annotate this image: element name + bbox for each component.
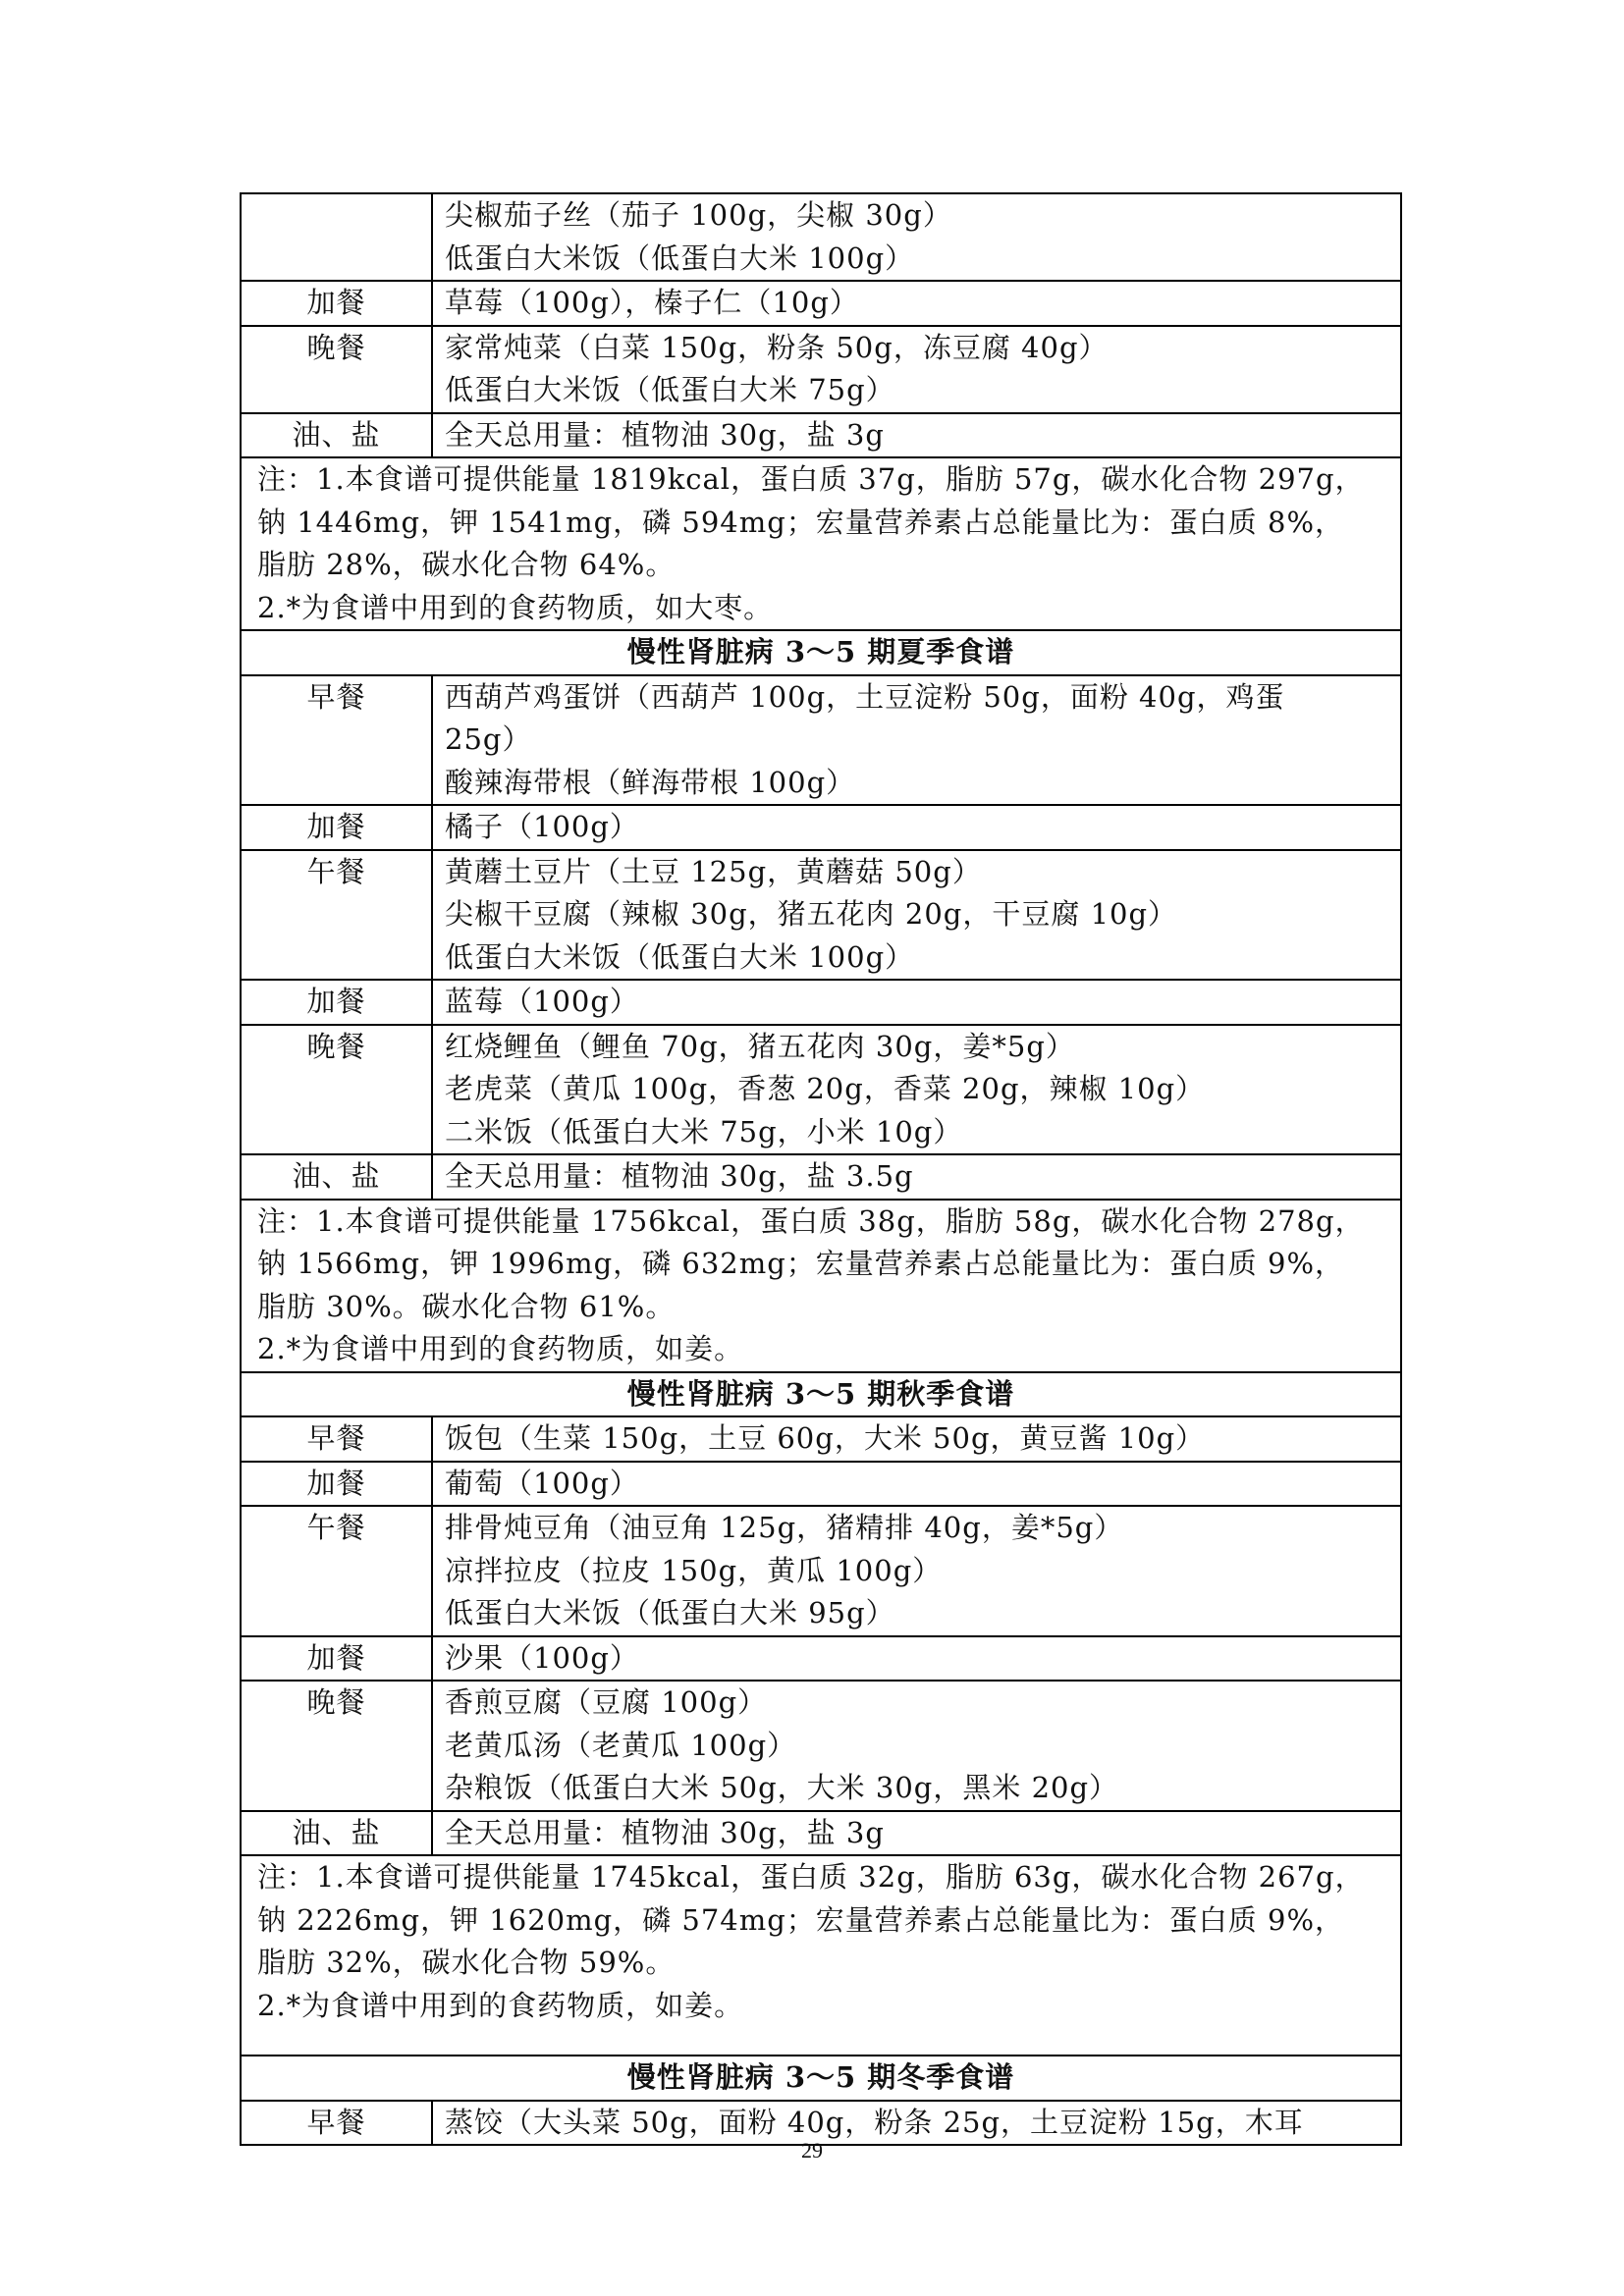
meal-label: 早餐 — [241, 675, 432, 806]
dish-line: 蓝莓（100g） — [445, 985, 639, 1018]
meal-label: 午餐 — [241, 850, 432, 981]
meal-row — [241, 675, 1401, 806]
note-line: 钠 1446mg，钾 1541mg，磷 594mg；宏量营养素占总能量比为：蛋白质 8%， — [257, 505, 1345, 539]
dish-line: 沙果（100g） — [445, 1640, 639, 1675]
dish-line: 低蛋白大米饭（低蛋白大米 100g） — [445, 939, 915, 974]
note-row — [241, 1200, 1401, 1372]
nutrition-note — [241, 1200, 1401, 1372]
meal-row — [241, 980, 1401, 1025]
meal-row — [241, 1681, 1401, 1811]
section-title: 慢性肾脏病 3～5 期冬季食谱 — [241, 2056, 1401, 2101]
dish-line: 红烧鲤鱼（鲤鱼 70g，猪五花肉 30g，姜*5g） — [445, 1029, 1075, 1063]
dish-line: 尖椒干豆腐（辣椒 30g，猪五花肉 20g，干豆腐 10g） — [445, 897, 1178, 931]
meal-content — [432, 805, 1401, 850]
note-line: 脂肪 28%，碳水化合物 64%。 — [257, 548, 676, 581]
dish-line: 老黄瓜汤（老黄瓜 100g） — [445, 1728, 797, 1762]
meal-row — [241, 805, 1401, 850]
dish-line: 老虎菜（黄瓜 100g，香葱 20g，香菜 20g，辣椒 10g） — [445, 1072, 1206, 1105]
meal-content — [432, 1811, 1401, 1856]
meal-row — [241, 1154, 1401, 1200]
meal-row — [241, 413, 1401, 458]
dish-line: 低蛋白大米饭（低蛋白大米 100g） — [445, 240, 915, 275]
meal-label — [241, 193, 432, 281]
meal-content — [432, 1025, 1401, 1155]
meal-row — [241, 193, 1401, 281]
meal-label: 早餐 — [241, 2101, 432, 2146]
note-line: 脂肪 30%。碳水化合物 61%。 — [257, 1289, 676, 1323]
meal-content — [432, 1416, 1401, 1462]
dish-line: 饭包（生菜 150g，土豆 60g，大米 50g，黄豆酱 10g） — [445, 1421, 1206, 1455]
meal-row — [241, 1811, 1401, 1856]
recipe-table — [240, 192, 1402, 2146]
meal-label: 油、盐 — [241, 1154, 432, 1200]
meal-content — [432, 1636, 1401, 1682]
section-title-row — [241, 630, 1401, 675]
dish-line: 家常炖菜（白菜 150g，粉条 50g，冻豆腐 40g） — [445, 330, 1109, 364]
meal-content — [432, 413, 1401, 458]
note-line: 钠 2226mg，钾 1620mg，磷 574mg；宏量营养素占总能量比为：蛋白质 9%， — [257, 1902, 1345, 1937]
dish-line: 橘子（100g） — [445, 810, 639, 843]
dish-line: 香煎豆腐（豆腐 100g） — [445, 1685, 768, 1719]
dish-line: 凉拌拉皮（拉皮 150g，黄瓜 100g） — [445, 1553, 943, 1587]
meal-row — [241, 1025, 1401, 1155]
nutrition-note — [241, 1855, 1401, 2056]
note-line: 2.*为食谱中用到的食药物质，如姜。 — [257, 1332, 744, 1365]
dish-line: 葡萄（100g） — [445, 1466, 639, 1500]
meal-label: 加餐 — [241, 1636, 432, 1682]
dish-line: 西葫芦鸡蛋饼（西葫芦 100g，土豆淀粉 50g，面粉 40g，鸡蛋 — [445, 679, 1285, 714]
meal-row — [241, 281, 1401, 326]
meal-label: 加餐 — [241, 1462, 432, 1507]
dish-line: 杂粮饭（低蛋白大米 50g，大米 30g，黑米 20g） — [445, 1771, 1119, 1804]
dish-line: 草莓（100g），榛子仁（10g） — [445, 286, 859, 319]
meal-label: 晚餐 — [241, 326, 432, 413]
meal-content — [432, 281, 1401, 326]
page-number: 29 — [801, 2138, 823, 2163]
meal-label: 晚餐 — [241, 1025, 432, 1155]
meal-label: 加餐 — [241, 980, 432, 1025]
dish-line: 二米饭（低蛋白大米 75g，小米 10g） — [445, 1114, 963, 1148]
note-line: 注：1.本食谱可提供能量 1745kcal，蛋白质 32g，脂肪 63g，碳水化合物 267g， — [257, 1860, 1365, 1894]
dish-line: 全天总用量：植物油 30g，盐 3.5g — [445, 1159, 914, 1193]
note-line: 2.*为食谱中用到的食药物质，如大枣。 — [257, 590, 774, 624]
dish-line: 蒸饺（大头菜 50g，面粉 40g，粉条 25g，土豆淀粉 15g，木耳 — [445, 2105, 1304, 2139]
section-title: 慢性肾脏病 3～5 期夏季食谱 — [241, 630, 1401, 675]
meal-label: 午餐 — [241, 1506, 432, 1636]
meal-label: 加餐 — [241, 281, 432, 326]
dish-line: 酸辣海带根（鲜海带根 100g） — [445, 765, 856, 799]
dish-line: 低蛋白大米饭（低蛋白大米 75g） — [445, 373, 895, 406]
meal-content — [432, 1462, 1401, 1507]
meal-row — [241, 850, 1401, 981]
meal-row — [241, 1506, 1401, 1636]
meal-content — [432, 193, 1401, 281]
note-line: 注：1.本食谱可提供能量 1819kcal，蛋白质 37g，脂肪 57g，碳水化合物 297g， — [257, 462, 1365, 496]
section-title: 慢性肾脏病 3～5 期秋季食谱 — [241, 1372, 1401, 1417]
meal-content — [432, 850, 1401, 981]
dish-line: 低蛋白大米饭（低蛋白大米 95g） — [445, 1596, 895, 1629]
note-line: 脂肪 32%，碳水化合物 59%。 — [257, 1946, 676, 1979]
meal-content — [432, 1681, 1401, 1811]
dish-line: 黄蘑土豆片（土豆 125g，黄蘑菇 50g） — [445, 854, 982, 888]
note-line: 2.*为食谱中用到的食药物质，如姜。 — [257, 1988, 744, 2022]
note-row — [241, 1855, 1401, 2056]
section-title-row — [241, 1372, 1401, 1417]
dish-line: 全天总用量：植物油 30g，盐 3g — [445, 1815, 885, 1849]
meal-content — [432, 1154, 1401, 1200]
section-title-row — [241, 2056, 1401, 2101]
meal-label: 早餐 — [241, 1416, 432, 1462]
meal-row — [241, 1462, 1401, 1507]
note-line: 注：1.本食谱可提供能量 1756kcal，蛋白质 38g，脂肪 58g，碳水化合物 278g， — [257, 1203, 1365, 1238]
dish-line: 尖椒茄子丝（茄子 100g，尖椒 30g） — [445, 198, 952, 232]
meal-label: 油、盐 — [241, 1811, 432, 1856]
meal-content — [432, 675, 1401, 806]
meal-label: 加餐 — [241, 805, 432, 850]
meal-label: 油、盐 — [241, 413, 432, 458]
note-row — [241, 457, 1401, 630]
meal-row — [241, 1636, 1401, 1682]
meal-row — [241, 326, 1401, 413]
note-line: 钠 1566mg，钾 1996mg，磷 632mg；宏量营养素占总能量比为：蛋白质 9%， — [257, 1247, 1345, 1280]
meal-content — [432, 326, 1401, 413]
dish-line: 25g） — [445, 722, 532, 756]
meal-row — [241, 1416, 1401, 1462]
meal-content — [432, 980, 1401, 1025]
meal-content — [432, 1506, 1401, 1636]
nutrition-note — [241, 457, 1401, 630]
dish-line: 排骨炖豆角（油豆角 125g，猪精排 40g，姜*5g） — [445, 1511, 1124, 1544]
dish-line: 全天总用量：植物油 30g，盐 3g — [445, 417, 885, 452]
meal-label: 晚餐 — [241, 1681, 432, 1811]
